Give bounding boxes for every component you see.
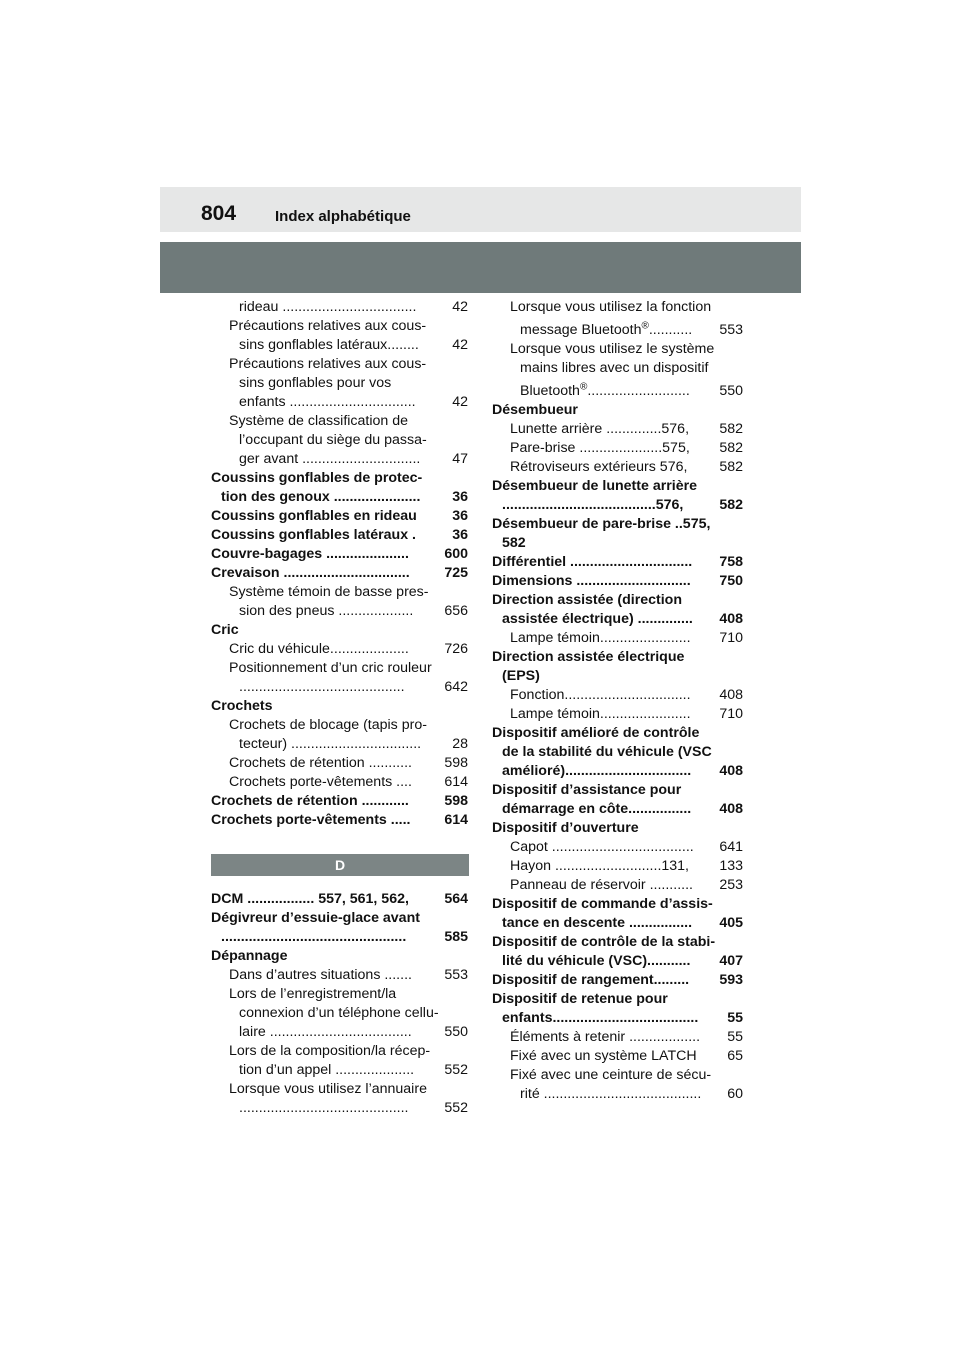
index-entry bbox=[492, 971, 743, 990]
index-entry bbox=[492, 648, 743, 667]
index-entry-page: 582 bbox=[719, 459, 743, 475]
index-entry-text: Dispositif amélioré de contrôle bbox=[492, 725, 700, 741]
index-entry bbox=[211, 450, 468, 469]
index-entry-text: Capot .................................... bbox=[510, 839, 694, 855]
index-entry-text: tecteur) ................................. bbox=[239, 736, 422, 752]
index-entry-text: Lampe témoin....................... bbox=[510, 630, 691, 646]
index-entry bbox=[492, 667, 743, 686]
index-entry-page: 36 bbox=[452, 508, 468, 524]
index-entry bbox=[492, 1047, 743, 1066]
index-entry bbox=[492, 762, 743, 781]
index-entry-text: .......................................... bbox=[239, 679, 405, 695]
index-entry-page: 407 bbox=[719, 953, 743, 969]
index-entry bbox=[211, 545, 468, 564]
index-entry bbox=[492, 819, 743, 838]
index-entry-text: Rétroviseurs extérieurs 576, bbox=[510, 459, 688, 475]
index-entry bbox=[211, 298, 468, 317]
index-entry-text: Différentiel ............................... bbox=[492, 554, 693, 570]
index-entry bbox=[211, 890, 468, 909]
index-entry-page: 614 bbox=[444, 774, 468, 790]
header-title: Index alphabétique bbox=[275, 208, 411, 225]
index-list-d bbox=[211, 890, 468, 1118]
index-entry-text: Dépannage bbox=[211, 948, 288, 964]
index-entry-page: 42 bbox=[452, 394, 468, 410]
index-entry bbox=[492, 591, 743, 610]
index-entry bbox=[211, 1099, 468, 1118]
index-entry-text: sins gonflables latéraux........ bbox=[239, 337, 419, 353]
registered-mark: ® bbox=[579, 382, 588, 393]
index-entry bbox=[492, 800, 743, 819]
index-entry-page: 405 bbox=[719, 915, 743, 931]
index-entry bbox=[492, 895, 743, 914]
index-entry-text: DCM ................. 557, 561, 562, bbox=[211, 891, 409, 907]
index-entry-text: rideau .................................. bbox=[239, 299, 417, 315]
index-entry bbox=[211, 583, 468, 602]
index-entry-page: 55 bbox=[727, 1029, 743, 1045]
index-entry-text: Crevaison ................................ bbox=[211, 565, 410, 581]
index-entry bbox=[211, 1023, 468, 1042]
index-entry-text: Précautions relatives aux cous- bbox=[229, 356, 427, 372]
index-entry bbox=[211, 1004, 468, 1023]
index-entry bbox=[492, 724, 743, 743]
index-entry-text: assistée électrique) .............. bbox=[502, 611, 693, 627]
dot-leader: ........... bbox=[648, 322, 693, 338]
index-entry-text: Fixé avec une ceinture de sécu- bbox=[510, 1067, 712, 1083]
index-entry bbox=[211, 374, 468, 393]
index-entry-text: l’occupant du siège du passa- bbox=[239, 432, 427, 448]
index-entry-text: Dispositif de rangement......... bbox=[492, 972, 690, 988]
index-entry bbox=[492, 359, 743, 378]
index-entry bbox=[492, 1066, 743, 1085]
index-entry-text: .......................................576, bbox=[502, 497, 684, 513]
index-entry-text: Désembueur de pare-brise ..575, bbox=[492, 516, 711, 532]
index-list-c bbox=[211, 298, 468, 830]
index-entry bbox=[211, 640, 468, 659]
index-entry-text: laire .................................... bbox=[239, 1024, 412, 1040]
index-entry-text: Dispositif d’assistance pour bbox=[492, 782, 682, 798]
index-entry bbox=[211, 928, 468, 947]
index-entry-text: Fonction................................ bbox=[510, 687, 691, 703]
index-entry-page: 758 bbox=[719, 554, 743, 570]
index-entry-text: Dispositif de contrôle de la stabi- bbox=[492, 934, 716, 950]
index-entry bbox=[211, 602, 468, 621]
index-entry-text: Couvre-bagages ..................... bbox=[211, 546, 409, 562]
index-entry-text: Crochets de blocage (tapis pro- bbox=[229, 717, 427, 733]
index-column-right bbox=[492, 298, 743, 1104]
index-entry bbox=[492, 515, 743, 534]
index-entry bbox=[492, 382, 743, 401]
index-entry bbox=[492, 857, 743, 876]
index-entry bbox=[211, 909, 468, 928]
index-entry-text: Cric bbox=[211, 622, 239, 638]
index-entry-text: ger avant .............................. bbox=[239, 451, 421, 467]
index-entry-page: 656 bbox=[444, 603, 468, 619]
index-entry-page: 598 bbox=[444, 755, 468, 771]
index-entry bbox=[492, 458, 743, 477]
index-entry-text: Dimensions ............................. bbox=[492, 573, 691, 589]
index-entry bbox=[211, 754, 468, 773]
index-entry bbox=[211, 336, 468, 355]
section-letter-d: D bbox=[211, 854, 469, 876]
index-entry bbox=[492, 534, 743, 553]
registered-mark: ® bbox=[641, 321, 649, 332]
index-entry bbox=[492, 1009, 743, 1028]
page-number: 804 bbox=[201, 202, 237, 225]
index-entry-page: 582 bbox=[719, 497, 743, 513]
index-entry-page: 726 bbox=[444, 641, 468, 657]
index-entry-page: 600 bbox=[444, 546, 468, 562]
index-entry bbox=[492, 876, 743, 895]
index-entry-text: sion des pneus ................... bbox=[239, 603, 414, 619]
index-entry bbox=[211, 317, 468, 336]
index-entry bbox=[492, 298, 743, 317]
index-entry bbox=[492, 705, 743, 724]
index-entry-text: Hayon ...........................131, bbox=[510, 858, 689, 874]
index-entry bbox=[492, 553, 743, 572]
index-entry-text: Coussins gonflables de protec- bbox=[211, 470, 423, 486]
index-entry-text: Lampe témoin....................... bbox=[510, 706, 691, 722]
index-entry-page: 28 bbox=[452, 736, 468, 752]
index-entry bbox=[211, 355, 468, 374]
index-entry bbox=[211, 1061, 468, 1080]
index-entry bbox=[492, 340, 743, 359]
index-entry bbox=[492, 1085, 743, 1104]
index-entry-text: Lunette arrière ..............576, bbox=[510, 421, 690, 437]
index-entry bbox=[492, 420, 743, 439]
index-entry-page: 585 bbox=[444, 929, 468, 945]
index-entry-page: 550 bbox=[444, 1024, 468, 1040]
index-entry-page: 36 bbox=[452, 489, 468, 505]
index-entry-text: Dans d’autres situations ....... bbox=[229, 967, 412, 983]
index-entry-text: lité du véhicule (VSC)........... bbox=[502, 953, 691, 969]
index-entry-text: Positionnement d’un cric rouleur bbox=[229, 660, 432, 676]
index-entry bbox=[492, 933, 743, 952]
index-entry-text: tance en descente ................ bbox=[502, 915, 693, 931]
index-entry bbox=[492, 610, 743, 629]
index-entry bbox=[211, 412, 468, 431]
index-entry-page: 408 bbox=[719, 763, 743, 779]
index-entry-text: Système de classification de bbox=[229, 413, 409, 429]
index-entry-text: Fixé avec un système LATCH bbox=[510, 1048, 697, 1064]
index-entry-text: Lorsque vous utilisez la fonction bbox=[510, 299, 712, 315]
index-entry-text: enfants ................................ bbox=[239, 394, 416, 410]
index-entry bbox=[211, 659, 468, 678]
index-entry bbox=[211, 1042, 468, 1061]
index-entry bbox=[211, 985, 468, 1004]
index-entry-text: tion des genoux ...................... bbox=[221, 489, 421, 505]
index-entry-text: amélioré)................................ bbox=[502, 763, 692, 779]
index-entry-text: sins gonflables pour vos bbox=[239, 375, 392, 391]
index-entry bbox=[492, 952, 743, 971]
index-entry-page: 582 bbox=[719, 421, 743, 437]
index-entry bbox=[492, 401, 743, 420]
index-entry-page: 552 bbox=[444, 1062, 468, 1078]
index-entry bbox=[211, 773, 468, 792]
index-entry-page: 65 bbox=[727, 1048, 743, 1064]
index-entry-text: Dispositif de commande d’assis- bbox=[492, 896, 713, 912]
index-entry bbox=[492, 477, 743, 496]
index-entry-page: 564 bbox=[444, 891, 468, 907]
index-entry bbox=[492, 914, 743, 933]
index-entry-text: Lorsque vous utilisez l’annuaire bbox=[229, 1081, 427, 1097]
index-entry-text: Crochets de rétention ............ bbox=[211, 793, 409, 809]
index-entry bbox=[492, 781, 743, 800]
index-entry-page: 614 bbox=[444, 812, 468, 828]
index-entry-page: 42 bbox=[452, 337, 468, 353]
index-entry bbox=[211, 792, 468, 811]
index-entry bbox=[211, 621, 468, 640]
index-entry-page: 710 bbox=[719, 706, 743, 722]
index-entry bbox=[492, 496, 743, 515]
index-entry bbox=[211, 678, 468, 697]
index-entry-text: ........................................... bbox=[239, 1100, 409, 1116]
index-entry bbox=[492, 439, 743, 458]
index-entry bbox=[211, 526, 468, 545]
index-entry bbox=[211, 488, 468, 507]
index-entry-page: 408 bbox=[719, 687, 743, 703]
index-entry-text: Direction assistée électrique bbox=[492, 649, 685, 665]
index-entry-text: Crochets porte-vêtements ..... bbox=[211, 812, 411, 828]
index-entry-text: rité ........................................ bbox=[520, 1086, 702, 1102]
index-entry-text: Crochets bbox=[211, 698, 273, 714]
index-entry-text: tion d’un appel .................... bbox=[239, 1062, 415, 1078]
index-entry-text: de la stabilité du véhicule (VSC bbox=[502, 744, 712, 760]
index-entry-text: Précautions relatives aux cous- bbox=[229, 318, 427, 334]
index-entry-text: Crochets porte-vêtements .... bbox=[229, 774, 412, 790]
index-entry bbox=[211, 697, 468, 716]
dot-leader: .......................... bbox=[587, 383, 690, 399]
index-entry-text: mains libres avec un dispositif bbox=[520, 360, 709, 376]
index-entry-page: 598 bbox=[444, 793, 468, 809]
index-entry-page: 47 bbox=[452, 451, 468, 467]
index-entry-text: ............................................... bbox=[221, 929, 407, 945]
index-entry-page: 725 bbox=[444, 565, 468, 581]
index-entry-text: Crochets de rétention ........... bbox=[229, 755, 412, 771]
index-entry bbox=[211, 947, 468, 966]
index-entry bbox=[211, 966, 468, 985]
index-entry bbox=[492, 629, 743, 648]
index-entry-page: 642 bbox=[444, 679, 468, 695]
index-entry bbox=[492, 686, 743, 705]
index-entry-text: Désembueur bbox=[492, 402, 578, 418]
index-entry-text: Coussins gonflables en rideau bbox=[211, 508, 417, 524]
index-entry bbox=[211, 393, 468, 412]
index-entry-text: connexion d’un téléphone cellu- bbox=[239, 1005, 439, 1021]
index-entry-page: 408 bbox=[719, 801, 743, 817]
index-entry-page: 553 bbox=[444, 967, 468, 983]
page-header bbox=[160, 187, 801, 232]
index-entry-page: 593 bbox=[719, 972, 743, 988]
index-entry-page: 553 bbox=[719, 322, 743, 338]
index-entry-page: 36 bbox=[452, 527, 468, 543]
index-entry-page: 550 bbox=[719, 383, 743, 399]
index-entry-page: 750 bbox=[719, 573, 743, 589]
index-entry-text: Cric du véhicule.................... bbox=[229, 641, 409, 657]
index-entry bbox=[211, 716, 468, 735]
index-entry-text: Lors de la composition/la récep- bbox=[229, 1043, 431, 1059]
index-entry-page: 552 bbox=[444, 1100, 468, 1116]
index-entry-page: 408 bbox=[719, 611, 743, 627]
index-entry-page: 582 bbox=[719, 440, 743, 456]
index-entry-text: Lors de l’enregistrement/la bbox=[229, 986, 397, 1002]
index-entry-text: Pare-brise .....................575, bbox=[510, 440, 690, 456]
index-entry-page: 253 bbox=[719, 877, 743, 893]
index-entry-page: 710 bbox=[719, 630, 743, 646]
index-entry-page: 55 bbox=[727, 1010, 743, 1026]
index-entry bbox=[492, 838, 743, 857]
index-entry-text: Dispositif de retenue pour bbox=[492, 991, 668, 1007]
index-entry-text: Direction assistée (direction bbox=[492, 592, 683, 608]
header-band bbox=[160, 242, 801, 293]
index-entry bbox=[211, 431, 468, 450]
index-entry bbox=[211, 564, 468, 583]
index-entry-text: Panneau de réservoir ........... bbox=[510, 877, 693, 893]
index-list-d-continued bbox=[492, 298, 743, 1104]
index-entry bbox=[492, 1028, 743, 1047]
index-entry-text: Désembueur de lunette arrière bbox=[492, 478, 698, 494]
index-entry bbox=[211, 507, 468, 526]
index-entry-text: 582 bbox=[502, 535, 526, 551]
index-entry-text: démarrage en côte................ bbox=[502, 801, 692, 817]
index-entry-page: 133 bbox=[719, 858, 743, 874]
index-entry-text: (EPS) bbox=[502, 668, 540, 684]
index-entry bbox=[492, 572, 743, 591]
index-entry-text: Lorsque vous utilisez le système bbox=[510, 341, 715, 357]
index-entry bbox=[492, 321, 743, 340]
index-entry-text: Dégivreur d’essuie-glace avant bbox=[211, 910, 420, 926]
index-entry bbox=[211, 469, 468, 488]
index-entry bbox=[211, 735, 468, 754]
index-entry bbox=[211, 811, 468, 830]
index-entry-text: Système témoin de basse pres- bbox=[229, 584, 429, 600]
index-entry-text: message Bluetooth®........... bbox=[520, 321, 693, 338]
index-entry bbox=[492, 743, 743, 762]
index-entry bbox=[492, 990, 743, 1009]
index-entry-text: Éléments à retenir .................. bbox=[510, 1029, 701, 1045]
index-entry-text: Bluetooth®.......................... bbox=[520, 382, 690, 399]
index-entry-page: 641 bbox=[719, 839, 743, 855]
index-entry bbox=[211, 1080, 468, 1099]
index-entry-text: enfants..................................... bbox=[502, 1010, 699, 1026]
index-column-left bbox=[211, 298, 468, 1118]
index-entry-page: 60 bbox=[727, 1086, 743, 1102]
index-entry-text: Dispositif d’ouverture bbox=[492, 820, 639, 836]
index-entry-text: Coussins gonflables latéraux . bbox=[211, 527, 416, 543]
index-entry-page: 42 bbox=[452, 299, 468, 315]
